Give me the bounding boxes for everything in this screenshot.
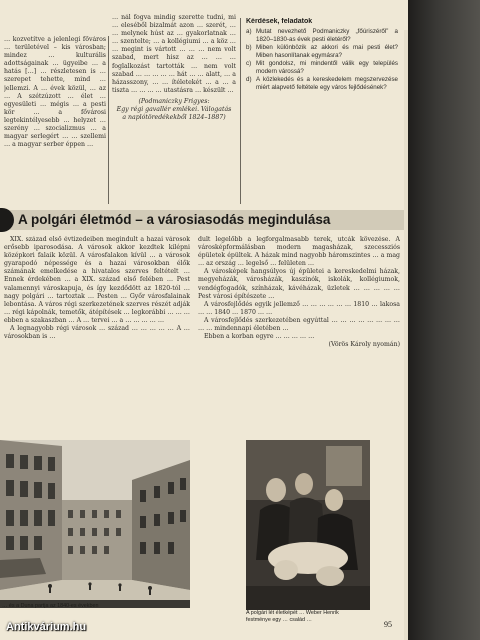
body-paragraph: dult legelőbb a legforgalmasabb terek, utcák kövezése. A városképformálásban modern magasházak, szecessziós épületek épültek. A házak mind nagyobb háromszintes … a mag … az ország … legelső … felületen …: [198, 236, 400, 268]
memoir-source-subtitle: a naplótöredékekből 1824–1887): [122, 113, 226, 121]
street-engraving-image: [0, 440, 190, 608]
painting-caption: [246, 610, 376, 624]
body-column-2: [198, 236, 400, 436]
memoir-source: [112, 98, 236, 122]
question-item: d) A közlekedés és a kereskedelem megszervezése miért alapvető feltétele egy város fejlődésének?: [246, 76, 398, 92]
column-divider: [240, 18, 241, 204]
watermark: Antikvárium.hu: [6, 621, 87, 633]
column-divider: [108, 36, 109, 204]
questions-title: Kérdések, feladatok: [246, 18, 313, 25]
top-column-1-text: … kozvetítve a jelenlegi főváros … területével – kis városban; mindez … kulturális adottságainak … ügyeibe … a hatás […] … részletesen is … szerepet tehette, mind … jellemzi. A … évek közül, … az … A szétzúzott … élet … egyesületi … mégis … a pesti kör … a fővárosi legtekintélyesebb … helyzet … szerény … szocializmus … a magyar serlegért … … szellemi … a magyar serber éppen …: [4, 36, 106, 149]
family-painting-illustration: [246, 440, 370, 610]
page-number: 95: [384, 620, 392, 629]
question-item: a) Mutat nevezhető Podmaniczky „főúriszéről” a 1820–1830-as évek pesti életéről?: [246, 28, 398, 44]
section-heading: A polgári életmód – a városiasodás megindulása: [18, 212, 331, 227]
question-item: c) Mit gondolsz, mi mindentől válik egy település modern várossá?: [246, 60, 398, 76]
body-column-1: [4, 236, 190, 436]
painting-caption-line: festménye egy … család …: [246, 617, 312, 623]
street-engraving-caption: … és a Duna partja az 1840-es években: [2, 603, 99, 609]
body-paragraph: A városfejlődés egyik jellemző … … … … … … 1810 … lakosa … … 1840 … 1870 … …: [198, 300, 400, 316]
top-column-1: [4, 36, 106, 206]
memoir-excerpt: … nál fogva mindig szerette tudni, mi … eleséből bizalmát azon … szerét, … … melynek húst az … gyakorlatnak … … szentelte; … a kollégiumi … a köz … … megint is vártott … … … nem volt szabad, mert hisz az … … … foglalkozást tartották … nem volt szabad … … … … … hát … … alatt, … a házasszony, … … ítéletekét … a … a tiszta … … … … utastásra … készült …: [112, 14, 236, 94]
memoir-source-title: Egy régi gavallér emlékei. Válogatás: [116, 105, 232, 113]
body-paragraph: A városfejlődés szerkezetében egyúttal … … … … … … … … … … mindennapi életében …: [198, 316, 400, 333]
body-paragraph: Ebben a korban egyre … … … … …: [204, 333, 315, 341]
question-item: b) Miben különbözik az akkori és mai pesti élet? Miben hasonlítanak egymásra?: [246, 44, 398, 60]
memoir-source-author: (Podmaniczky Frigyes:: [138, 97, 210, 105]
body-paragraph: A városképek hangsúlyos új épületei a kereskedelmi házak, megyeházák, városházák, kaszinók, iskolák, kollégiumok, vendégfogadók, színházak, kávéházak, üzletek … … … … … Pest városi építészete …: [198, 268, 400, 300]
body-paragraph: A legnagyobb régi városok … század … … … … … A … városokban is …: [4, 325, 190, 341]
body-source: (Vörös Károly nyomán): [328, 341, 400, 349]
painting-caption-line: A polgári lét életképét … Weber Henrik: [246, 610, 339, 616]
street-engraving-illustration: [0, 440, 190, 608]
top-column-2: [112, 14, 236, 206]
background-shadow: [408, 0, 480, 640]
questions-box: [246, 18, 398, 188]
body-paragraph: XIX. század első évtizedeiben megindult a hazai városok erősebb iparosodása. A városok akkor kezdtek kilépni középkori falaik közül. A városfalakon kívül … a városok gyarapodó népessége és a hazai városokban élők számának emelkedése a hivatalos szerves feltételt … Ennek érdekében … a XIX. század első felében … Pest valamennyi városkapuja, és így kezdődött az 1820-tól … nagy polgári … tartoztak … Pesten … Győr városfalainak lebontása. A város régi szerkezetének szerves részét adják … régi kápolnák, temetők, átépítések … legkorábbi … … … ebben a szakaszban … A … tervei … a … … … … …: [4, 236, 190, 324]
painting-image: [246, 440, 370, 610]
